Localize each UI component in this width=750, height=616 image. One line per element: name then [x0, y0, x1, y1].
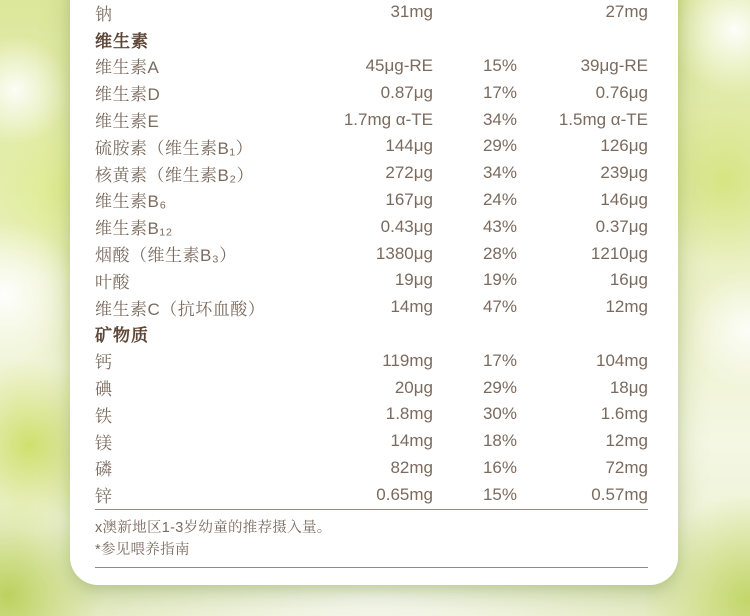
amount-per-100: 72mg	[605, 457, 648, 477]
amount-per-serving: 0.43μg	[380, 216, 433, 236]
nrv-percent: 34%	[482, 163, 517, 183]
amount-per-100: 16μg	[609, 270, 648, 290]
amount-per-100: 0.57mg	[591, 484, 648, 504]
nutrient-name: 碘	[95, 380, 113, 400]
amount-per-serving: 0.65mg	[376, 484, 433, 504]
amount-per-serving: 272μg	[385, 163, 433, 183]
nutrient-name: 硫胺素（维生素B₁）	[95, 138, 254, 158]
nutrient-row	[95, 106, 648, 133]
amount-per-100: 0.76μg	[595, 82, 648, 102]
amount-per-serving: 14mg	[390, 297, 433, 317]
amount-per-serving: 20μg	[394, 377, 433, 397]
nutrient-row	[95, 53, 648, 80]
nutrition-table	[95, 0, 648, 508]
amount-per-serving: 167μg	[385, 189, 433, 209]
amount-per-serving: 31mg	[390, 2, 433, 22]
nutrient-row	[95, 428, 648, 455]
amount-per-serving: 1380μg	[375, 243, 433, 263]
nrv-percent: 18%	[482, 431, 517, 451]
nutrient-name: 维生素B₆	[95, 192, 167, 212]
amount-per-serving: 14mg	[390, 431, 433, 451]
nrv-percent: 29%	[482, 377, 517, 397]
nutrient-name: 维生素E	[95, 112, 160, 132]
nutrient-name: 钙	[95, 353, 113, 373]
amount-per-100: 126μg	[600, 136, 648, 156]
nrv-percent: 24%	[482, 189, 517, 209]
nutrient-name: 磷	[95, 460, 113, 480]
amount-per-100: 12mg	[605, 431, 648, 451]
nrv-percent: 15%	[482, 484, 517, 504]
amount-per-serving: 119mg	[382, 350, 433, 370]
amount-per-100: 12mg	[605, 297, 648, 317]
amount-per-100: 104mg	[596, 350, 648, 370]
nutrient-name: 维生素B₁₂	[95, 219, 173, 239]
footnote-recommended-intake: x澳新地区1-3岁幼童的推荐摄入量。	[95, 520, 332, 537]
nutrient-row	[95, 374, 648, 401]
footnote-feeding-guide: *参见喂养指南	[95, 542, 190, 559]
nutrient-name: 烟酸（维生素B₃）	[95, 246, 237, 266]
amount-per-serving: 45μg-RE	[365, 55, 433, 75]
section-header-row	[95, 26, 648, 53]
nrv-percent: 16%	[482, 457, 517, 477]
nutrient-name: 叶酸	[95, 272, 130, 292]
nutrition-panel	[70, 0, 678, 585]
amount-per-100: 1210μg	[590, 243, 648, 263]
nrv-percent: 28%	[482, 243, 517, 263]
nutrient-name: 维生素C（抗坏血酸）	[95, 299, 266, 319]
nutrient-row	[95, 347, 648, 374]
amount-per-100: 1.6mg	[600, 404, 648, 424]
divider-bottom	[95, 567, 648, 568]
amount-per-serving: 144μg	[385, 136, 433, 156]
nutrient-name: 锌	[95, 487, 113, 507]
nutrient-row	[95, 0, 648, 26]
nrv-percent: 29%	[482, 136, 517, 156]
amount-per-100: 146μg	[600, 189, 648, 209]
nrv-percent: 47%	[482, 297, 517, 317]
amount-per-100: 39μg-RE	[580, 55, 648, 75]
footnotes	[95, 510, 648, 561]
nutrient-name: 维生素D	[95, 85, 161, 105]
amount-per-serving: 82mg	[390, 457, 433, 477]
nutrient-row	[95, 213, 648, 240]
amount-per-100: 1.5mg α-TE	[558, 109, 648, 129]
nutrient-name: 镁	[95, 433, 113, 453]
nutrient-row	[95, 294, 648, 321]
nrv-percent: 19%	[482, 270, 517, 290]
amount-per-100: 0.37μg	[595, 216, 648, 236]
nutrient-row	[95, 401, 648, 428]
nrv-percent: 30%	[482, 404, 517, 424]
nutrient-name: 钠	[95, 4, 113, 24]
nutrient-row	[95, 481, 648, 508]
nrv-percent: 15%	[482, 55, 517, 75]
amount-per-serving: 1.7mg α-TE	[343, 109, 433, 129]
nutrient-row	[95, 133, 648, 160]
amount-per-100: 239μg	[600, 163, 648, 183]
nrv-percent: 17%	[482, 350, 517, 370]
amount-per-serving: 0.87μg	[380, 82, 433, 102]
amount-per-100: 18μg	[609, 377, 648, 397]
nrv-percent: 17%	[482, 82, 517, 102]
nutrient-row	[95, 267, 648, 294]
nutrient-row	[95, 455, 648, 482]
section-header-row	[95, 321, 648, 348]
nutrient-row	[95, 240, 648, 267]
nutrient-name: 核黄素（维生素B₂）	[95, 165, 254, 185]
nutrient-row	[95, 187, 648, 214]
nutrient-name: 铁	[95, 406, 113, 426]
nutrient-name: 维生素A	[95, 58, 160, 78]
amount-per-100: 27mg	[605, 2, 648, 22]
nutrient-row	[95, 160, 648, 187]
nutrient-row	[95, 79, 648, 106]
nutrient-name: 矿物质	[95, 326, 149, 346]
nrv-percent: 43%	[482, 216, 517, 236]
nrv-percent: 34%	[482, 109, 517, 129]
amount-per-serving: 1.8mg	[385, 404, 433, 424]
nutrient-name: 维生素	[95, 31, 149, 51]
amount-per-serving: 19μg	[394, 270, 433, 290]
